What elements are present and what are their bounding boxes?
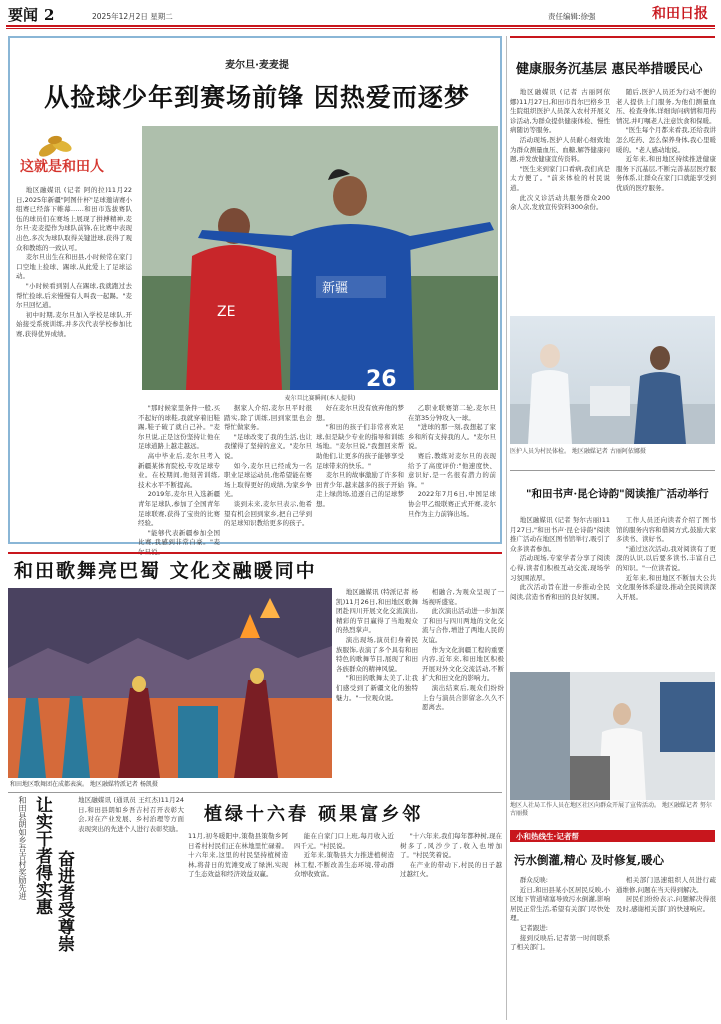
feature-column-5: 乙职业联赛第二轮,麦尔旦在第35分钟攻入一球。 "进球的那一刻,我想起了家乡和所有支持我的人。"麦尔旦说。 赛后,教练对麦尔旦的表现给予了高度评价:"他速度快、意识好,是一名很有潜力的前锋。" 2022年7月6日,中国足球协会甲乙级联赛正式开赛,麦尔旦作为主力前锋出场。 [408, 404, 496, 518]
feature-story-box [8, 36, 502, 547]
football-players-image [142, 126, 498, 390]
column-banner [510, 830, 715, 842]
header-rule [6, 25, 715, 27]
reading-photo [510, 672, 715, 800]
reading-column-2: 工作人员还向读者介绍了图书馆的服务内容和借阅方式,鼓励大家多读书、读好书。 "通过这次活动,我对阅读有了更深的认识,以后要多读书,丰富自己的知识。"一位读者说。 近年来,和田地区不断加大公共文化服务体系建设,推动全民阅读深入开展。 [616, 516, 716, 601]
feature-column-1: 地区融媒讯 (记者 阿的拉)11月22日,2025年新疆"阿图什杯"足球邀请赛小组赛已经落下帷幕……和田市选拔赛队伍的球员们在赛场上展现了拼搏精神,麦尔旦·麦麦提作为球队前锋,在比赛中表现出色,多次为球队取得关键进球,获得了观众和教练的一致认可。 麦尔旦出生在和田县,小时候常在家门口空地上捡球、踢球,从此爱上了足球运动。 "小时候看到别人在踢球,我就跑过去帮忙捡球,后来慢慢有人叫我一起踢。"麦尔旦回忆道。 初中时期,麦尔旦加入学校足球队,开始接受系统训练,并多次代表学校参加比赛,获得优异成绩。 [16, 186, 132, 338]
right-top-rule [510, 36, 715, 38]
vertical-headline-2: 奋进者受尊崇 [54, 850, 74, 952]
speaker-podium-image [510, 672, 715, 800]
vertical-headline-1: 让实干者得实惠 [32, 796, 52, 915]
editor-credit: 责任编辑:徐强 [548, 12, 596, 21]
issue-date: 2025年12月2日 星期二 [92, 12, 173, 21]
jersey-text: 新疆 [322, 281, 349, 296]
health-photo-caption: 医护人员为村民体检。 地区融媒记者 古丽阿依娜摄 [510, 448, 646, 455]
health-column-2: 随后,医护人员还为行动不便的老人提供上门服务,为他们测量血压、检查身体,详细询问病情和用药情况,并叮嘱老人注意饮食和保暖。 "医生每个月都来看我,还给我讲怎么吃药、怎么保养身体,我心里暖暖的。"老人感动地说。 近年来,和田地区持续推进健康服务下沉基层,不断完善基层医疗服务体系,让群众在家门口就能享受到优质的医疗服务。 [616, 88, 716, 192]
feature-column-4: 好在麦尔旦没有放弃他的梦想。 "和田的孩子们非常喜欢足球,但是缺少专业的指导和训练场地。"麦尔旦说,"我想回来帮助他们,让更多的孩子能够享受足球带来的快乐。" 麦尔旦的故事激励了许多和田青少年,越来越多的孩子开始走上绿茵场,追逐自己的足球梦想。 [316, 404, 404, 508]
section-label [8, 4, 54, 25]
svg-text:ZE: ZE [217, 304, 236, 320]
vertical-story-column: 地区融媒讯 (通讯员 王红杰)11月24日,和田县朗如乡吾吉村召开表彰大会,对在产业发展、乡村治理等方面表现突出的先进个人进行表彰奖励。 [78, 796, 184, 833]
reading-headline: "和田书声·昆仑诗韵"阅读推广活动举行 [526, 488, 709, 500]
feature-column-3: 据家人介绍,麦尔旦平时很踏实,除了训练,回到家里也会帮忙做家务。 "足球改变了我的生活,也让我懂得了坚持的意义。"麦尔旦说。 如今,麦尔旦已经成为一名职业足球运动员,他希望能在赛场上取得更好的成绩,为家乡争光。 谈到未来,麦尔旦表示,他希望有机会回到家乡,把自己学到的足球知识教给更多的孩子。 [224, 404, 312, 528]
medical-checkup-image [510, 316, 715, 444]
column-divider [506, 36, 507, 1020]
trees-column-3: "十六年来,我们每年都种树,现在树多了,风沙少了,收入也增加了。"村民笑着说。 在产业的带动下,村民的日子越过越红火。 [400, 832, 502, 879]
health-photo [510, 316, 715, 444]
repair-headline: 污水倒灌,精心 及时修复,暖心 [514, 853, 665, 867]
repair-column-1: 群众反映: 近日,和田县某小区居民反映,小区地下管道堵塞导致污水倒灌,影响居民正常生活,希望有关部门尽快处理。 记者跟进: 接到反映后,记者第一时间联系了相关部门。 [510, 876, 610, 952]
dance-column-2: 相融合,为观众呈现了一场视听盛宴。 此次演出活动进一步加深了和田与四川两地的文化交流与合作,增进了两地人民的友谊。 作为文化润疆工程的重要内容,近年来,和田地区积极开展对外文化交流活动,不断扩大和田文化的影响力。 演出结束后,观众们纷纷上台与演员合影留念,久久不愿离去。 [422, 588, 504, 712]
repair-column-2: 相关部门迅速组织人员进行疏通维修,问题在当天得到解决。 居民们纷纷表示,问题解决得很及时,感谢相关部门的快速响应。 [616, 876, 716, 913]
mid-rule [8, 552, 502, 554]
dance-photo-caption: 和田地区歌舞团在成都表演。 地区融媒特派记者 杨凯摄 [10, 781, 158, 788]
trees-headline: 植绿十六春 硕果富乡邻 [204, 804, 424, 825]
jersey-number: 26 [366, 367, 397, 392]
trees-column-2: 能在自家门口上班,每月收入近四千元。"村民说。 近年来,策勒县大力推进植树造林工程,不断改善生态环境,带动群众增收致富。 [294, 832, 394, 879]
dance-performance-image [8, 588, 332, 778]
photo-caption: 麦尔旦比赛瞬间(本人提供) [284, 395, 356, 402]
column-logo-text: 这就是和田人 [20, 159, 104, 175]
football-photo [142, 126, 498, 390]
page-number: 2 [44, 6, 55, 24]
column-logo [18, 132, 104, 180]
reading-column-1: 地区融媒讯 (记者 努尔古丽)11月27日,"和田书声·昆仑诗韵"阅读推广活动在地区图书馆举行,吸引了众多读者参加。 活动现场,专家学者分享了阅读心得,读者们积极互动交流,现场学习氛围浓厚。 此次活动旨在进一步推动全民阅读,营造书香和田的良好氛围。 [510, 516, 610, 601]
dance-column-1: 地区融媒讯 (特派记者 杨凯)11月26日,和田地区歌舞团赴四川开展文化交流演出,精彩的节目赢得了当地观众的热烈掌声。 演出现场,演员们身着民族服饰,表演了多个具有和田特色的歌舞节目,展现了和田各族群众的精神风貌。 "和田的歌舞太美了,让我们感受到了新疆文化的独特魅力。"一位观众说。 [336, 588, 418, 702]
health-headline: 健康服务沉基层 惠民举措暖民心 [516, 62, 703, 77]
vertical-subheadline: 和田县朗如乡吾吉村奖励先进 [18, 796, 27, 900]
dance-headline: 和田歌舞亮巴蜀 文化交融暖同中 [14, 560, 317, 582]
reading-photo-caption: 地区人社局工作人员在地区社区向群众开展了宣传活动。 地区融媒记者 努尔古丽摄 [510, 802, 712, 817]
feature-column-2: "那时候家里条件一般,买不起好的球鞋,我就穿着旧鞋踢,鞋子破了就自己补。"麦尔旦说,正是这份坚持让他在足球道路上越走越远。 高中毕业后,麦尔旦考入新疆某体育院校,专攻足球专业。在校期间,他刻苦训练,技术水平不断提高。 2019年,麦尔旦入选新疆青年足球队,参加了全国青年足球联赛,获得了宝贵的比赛经验。 "能够代表新疆参加全国比赛,我感到非常自豪。"麦 [138, 404, 220, 547]
reading-rule [510, 470, 715, 471]
health-column-1: 地区融媒讯 (记者 古丽阿依娜)11月27日,和田市肖尔巴格乡卫生院组织医护人员深入农村开展义诊活动,为群众提供健康体检、慢性病随访等服务。 活动现场,医护人员耐心细致地为群众测量血压、血糖,解答健康问题,并发放健康宣传资料。 "医生来到家门口看病,我们真是太方便了。"前来体检的村民说道。 此次义诊活动共服务群众200余人次,发放宣传资料300余份。 [510, 88, 610, 212]
feature-headline: 从捡球少年到赛场前锋 因热爱而逐梦 [44, 83, 470, 112]
bottom-rule [8, 792, 502, 793]
trees-column-1: 11月,初冬暖阳中,策勒县策勒乡阿日希村村民们正在林地里忙碌着。十六年来,这里的村民坚持植树造林,将昔日的荒滩变成了绿洲,实现了生态效益和经济效益双赢。 [188, 832, 288, 879]
dance-photo [8, 588, 332, 778]
section-name: 要闻 [8, 6, 39, 24]
column-label: 小和热线生·记者帮 [516, 832, 579, 841]
feature-subtitle: 麦尔旦·麦麦提 [225, 60, 289, 71]
header-rule-thin [6, 28, 715, 29]
newspaper-logo: 和田日报 [652, 6, 708, 22]
